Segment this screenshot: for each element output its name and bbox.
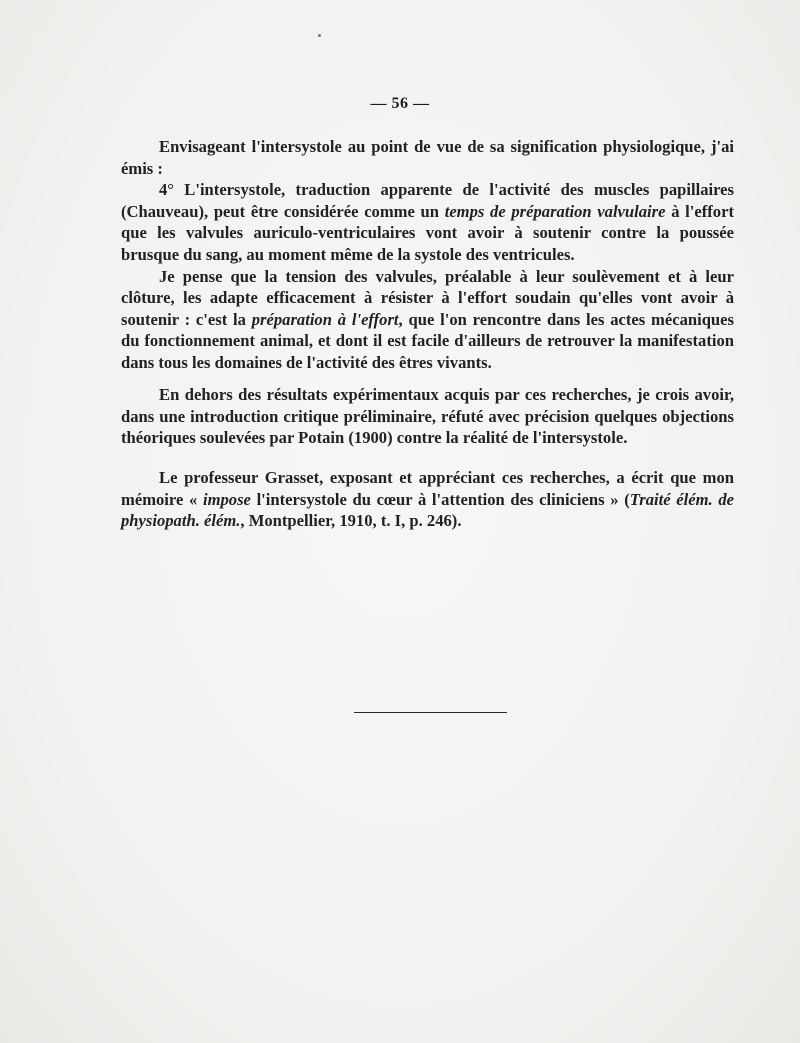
- grasset-paragraph: [121, 467, 734, 532]
- point-4-paragraph: [121, 179, 734, 265]
- point4-text-a: 4° L'intersystole, traduction apparente de l'activité des muscles papillaires (Chauveau), peut être considérée comme un: [121, 180, 734, 221]
- grasset-text-a: Le professeur Grasset, exposant et appréciant ces recherches, a écrit que mon mémoire «: [121, 468, 734, 509]
- section-critique: [121, 384, 734, 449]
- page-number: — 56 —: [370, 95, 430, 112]
- tension-paragraph: [121, 266, 734, 374]
- tension-text-a: Je pense que la tension des valvules, préalable à leur soulèvement et à leur clôture, les adapte efficacement à résister à l'effort soudain qu'elles vont avoir à soutenir : c'est la: [121, 266, 734, 329]
- point4-text-b: à l'effort que les valvules auriculo-ventriculaires vont avoir à soutenir contre la poussée brusque du sang, au moment même de la systole des ventricules.: [121, 201, 734, 264]
- intro-paragraph: Envisageant l'intersystole au point de vue de sa signification physiologique, j'ai émis :: [121, 137, 734, 178]
- dehors-paragraph: En dehors des résultats expérimentaux acquis par ces recherches, je crois avoir, dans une introduction critique préliminaire, réfuté avec précision quelques objections théoriques soulevées par Potain (1900) contre la réalité de l'intersystole.: [121, 385, 734, 448]
- section-grasset: [121, 467, 734, 532]
- grasset-text-b: l'intersystole du cœur à l'attention des cliniciens » (: [250, 489, 630, 509]
- point4-emphasis: temps de préparation valvulaire: [444, 201, 666, 221]
- tension-emphasis: préparation à l'effort: [251, 309, 399, 329]
- grasset-text-c: , Montpellier, 1910, t. I, p. 246).: [240, 511, 462, 531]
- grasset-emphasis-citation: Traité élém. de physiopath. élém.: [121, 489, 734, 531]
- end-rule-divider: [354, 712, 507, 713]
- grasset-emphasis-impose: impose: [202, 489, 251, 509]
- section-intersystole: [121, 136, 734, 374]
- scan-speck: [318, 34, 321, 37]
- tension-text-b: , que l'on rencontre dans les actes mécaniques du fonctionnement animal, et dont il est facile d'ailleurs de retrouver la manifestation dans tous les domaines de l'activité des êtres vivants.: [121, 309, 734, 372]
